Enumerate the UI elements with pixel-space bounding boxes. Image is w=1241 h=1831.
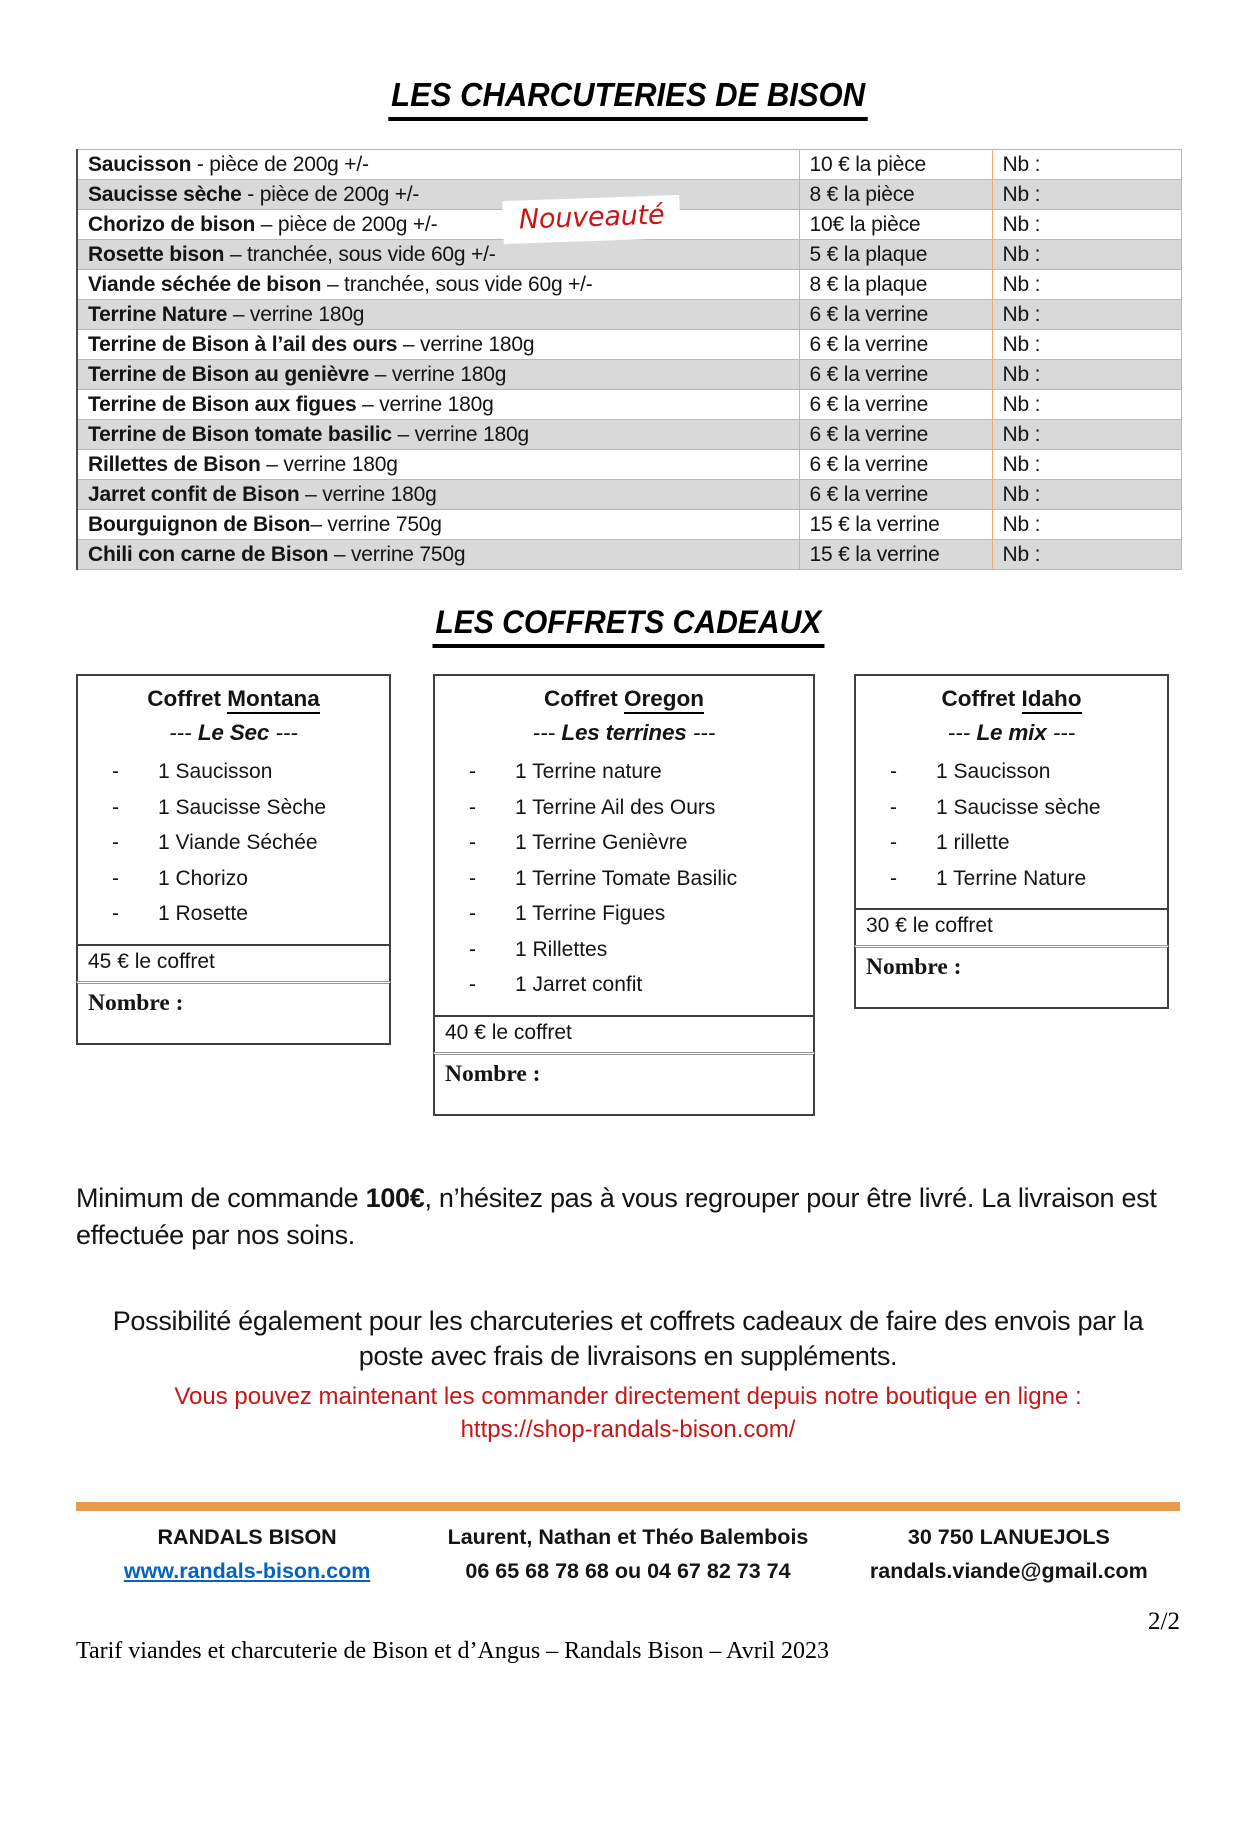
product-cell <box>77 540 799 570</box>
shop-url-link[interactable]: https://shop-randals-bison.com/ <box>460 1416 796 1443</box>
item-dash: - <box>469 902 476 925</box>
item-text: 1 Terrine Tomate Basilic <box>515 866 738 890</box>
tarif-page <box>0 76 1241 1665</box>
price-cell: 15 € la verrine <box>799 510 992 540</box>
nb-cell: Nb : <box>992 210 1181 240</box>
coffret-item <box>856 754 1167 790</box>
item-dash: - <box>469 973 476 996</box>
coffret-subtitle: --- Le Sec --- <box>169 720 298 745</box>
product-name: Chili con carne de Bison <box>88 542 329 566</box>
product-desc: – verrine 180g <box>356 392 494 416</box>
coffret-item <box>78 790 389 826</box>
item-dash: - <box>890 831 897 854</box>
item-dash: - <box>112 831 119 854</box>
product-desc: – verrine 180g <box>369 362 507 386</box>
coffret-item-list <box>435 754 813 1003</box>
coffret-box-idaho <box>854 674 1169 1009</box>
item-text: 1 Jarret confit <box>515 973 643 996</box>
product-desc: – pièce de 200g +/- <box>255 212 438 236</box>
document-footnote: Tarif viandes et charcuterie de Bison et d’Angus – Randals Bison – Avril 2023 <box>76 1638 830 1664</box>
product-cell <box>77 480 799 510</box>
item-dash: - <box>112 795 119 819</box>
product-cell <box>77 270 799 300</box>
product-cell <box>77 300 799 330</box>
nb-cell: Nb : <box>992 270 1181 300</box>
table-row <box>77 150 1181 180</box>
coffret-item <box>435 790 813 826</box>
item-text: 1 Saucisson <box>158 760 273 783</box>
minimum-note-suffix: , n’hésitez pas à vous regrouper pour être livré. La livraison est effectuée par nos soins. <box>76 1183 1157 1250</box>
charcuteries-table <box>76 149 1182 570</box>
coffret-item <box>435 861 813 897</box>
charcuteries-title-text: LES CHARCUTERIES DE BISON <box>388 76 868 121</box>
nb-cell: Nb : <box>992 300 1181 330</box>
coffret-item <box>856 861 1167 897</box>
item-text: 1 Terrine Nature <box>936 866 1087 890</box>
nb-cell: Nb : <box>992 390 1181 420</box>
price-cell: 6 € la verrine <box>799 360 992 390</box>
table-row <box>77 360 1181 390</box>
product-name: Terrine Nature <box>88 302 228 326</box>
postal-city: 30 750 LANUEJOLS <box>907 1525 1110 1549</box>
table-row <box>77 480 1181 510</box>
item-dash: - <box>469 795 476 819</box>
coffret-subtitle: --- Les terrines --- <box>532 720 716 745</box>
coffret-variety: Montana <box>227 686 320 714</box>
nb-cell: Nb : <box>992 450 1181 480</box>
product-name: Saucisson <box>88 152 192 176</box>
product-name: Terrine de Bison au genièvre <box>88 362 370 386</box>
coffret-item <box>435 896 813 932</box>
item-text: 1 Saucisse sèche <box>936 795 1101 819</box>
coffret-item <box>78 861 389 897</box>
table-row <box>77 450 1181 480</box>
price-cell: 6 € la verrine <box>799 300 992 330</box>
nb-cell: Nb : <box>992 180 1181 210</box>
product-desc: – tranchée, sous vide 60g +/- <box>321 272 593 296</box>
boutique-note: Vous pouvez maintenant les commander directement depuis notre boutique en ligne : <box>174 1383 1082 1410</box>
product-cell <box>77 240 799 270</box>
product-cell <box>77 390 799 420</box>
item-text: 1 Terrine Ail des Ours <box>515 795 716 819</box>
table-row <box>77 300 1181 330</box>
coffret-name: Coffret Oregon <box>435 686 813 712</box>
table-row <box>77 330 1181 360</box>
table-row <box>77 420 1181 450</box>
product-name: Terrine de Bison aux figues <box>88 392 357 416</box>
item-dash: - <box>112 760 119 783</box>
footer-col-address <box>838 1520 1180 1588</box>
coffret-item <box>78 754 389 790</box>
product-desc: – verrine 180g <box>391 422 529 446</box>
minimum-note <box>76 1180 1180 1254</box>
footer-rule <box>76 1502 1180 1511</box>
coffret-item <box>856 790 1167 826</box>
price-cell: 8 € la pièce <box>799 180 992 210</box>
product-desc: - pièce de 200g +/- <box>191 152 369 176</box>
price-cell: 6 € la verrine <box>799 450 992 480</box>
footer-col-contact <box>418 1520 838 1588</box>
charcuterie-table-body <box>77 150 1181 570</box>
table-row <box>77 210 1181 240</box>
coffret-item <box>435 967 813 1003</box>
table-row <box>77 240 1181 270</box>
coffret-box-main <box>854 674 1169 910</box>
item-text: 1 Viande Séchée <box>158 831 318 854</box>
price-cell: 5 € la plaque <box>799 240 992 270</box>
product-name: Terrine de Bison à l’ail des ours <box>88 332 398 356</box>
product-cell <box>77 450 799 480</box>
item-dash: - <box>890 760 897 783</box>
coffret-item <box>435 754 813 790</box>
table-row <box>77 390 1181 420</box>
product-cell <box>77 420 799 450</box>
product-cell <box>77 510 799 540</box>
coffret-item <box>435 825 813 861</box>
item-dash: - <box>890 866 897 890</box>
coffret-name: Coffret Idaho <box>856 686 1167 712</box>
coffret-quantity-label: Nombre : <box>854 945 1169 1009</box>
product-desc: – verrine 180g <box>299 482 437 506</box>
item-dash: - <box>469 866 476 890</box>
nb-cell: Nb : <box>992 420 1181 450</box>
coffret-variety: Oregon <box>624 686 704 714</box>
item-text: 1 Terrine Figues <box>515 902 666 925</box>
coffret-box-main <box>433 674 815 1017</box>
nb-cell: Nb : <box>992 510 1181 540</box>
coffret-quantity-label: Nombre : <box>76 981 391 1045</box>
nb-cell: Nb : <box>992 240 1181 270</box>
coffret-subtitle: --- Le mix --- <box>947 720 1076 745</box>
price-cell: 8 € la plaque <box>799 270 992 300</box>
table-row <box>77 510 1181 540</box>
product-desc: – verrine 180g <box>227 302 365 326</box>
product-desc: – verrine 180g <box>397 332 535 356</box>
product-name: Viande séchée de bison <box>88 272 322 296</box>
product-name: Terrine de Bison tomate basilic <box>88 422 392 446</box>
table-row <box>77 270 1181 300</box>
poste-note: Possibilité également pour les charcuteries et coffrets cadeaux de faire des envois par la poste avec frais de livraisons en suppléments. <box>112 1306 1144 1371</box>
product-desc: – tranchée, sous vide 60g +/- <box>224 242 496 266</box>
coffret-item <box>78 896 389 932</box>
product-name: Jarret confit de Bison <box>88 482 300 506</box>
coffrets-title <box>76 604 1180 648</box>
page-number: 2/2 <box>1148 1608 1180 1635</box>
company-name: RANDALS BISON <box>157 1525 337 1549</box>
product-name: Rosette bison <box>88 242 225 266</box>
website-link[interactable]: www.randals-bison.com <box>123 1559 371 1583</box>
item-dash: - <box>469 760 476 783</box>
coffret-item <box>856 825 1167 861</box>
product-name: Bourguignon de Bison <box>88 512 311 536</box>
price-cell: 15 € la verrine <box>799 540 992 570</box>
product-desc: - pièce de 200g +/- <box>241 182 420 206</box>
item-text: 1 Saucisse Sèche <box>158 795 327 819</box>
product-cell <box>77 360 799 390</box>
item-dash: - <box>890 795 897 819</box>
footer-col-company <box>76 1520 418 1588</box>
product-desc: – verrine 750g <box>328 542 466 566</box>
coffret-price: 40 € le coffret <box>433 1015 815 1054</box>
price-cell: 6 € la verrine <box>799 480 992 510</box>
nouveaute-badge: Nouveauté <box>502 195 681 244</box>
nb-cell: Nb : <box>992 150 1181 180</box>
coffret-quantity-label: Nombre : <box>433 1052 815 1116</box>
contact-names: Laurent, Nathan et Théo Balembois <box>447 1525 809 1549</box>
coffret-item <box>78 825 389 861</box>
coffret-box-main <box>76 674 391 946</box>
product-cell <box>77 150 799 180</box>
coffret-item-list <box>78 754 389 932</box>
coffret-box-oregon <box>433 674 815 1116</box>
item-text: 1 Saucisson <box>936 760 1051 783</box>
coffrets-title-text: LES COFFRETS CADEAUX <box>432 604 824 648</box>
coffret-variety: Idaho <box>1022 686 1082 714</box>
minimum-note-prefix: Minimum de commande <box>76 1183 366 1213</box>
price-cell: 6 € la verrine <box>799 390 992 420</box>
nb-cell: Nb : <box>992 540 1181 570</box>
coffret-name: Coffret Montana <box>78 686 389 712</box>
price-cell: 10 € la pièce <box>799 150 992 180</box>
price-cell: 10€ la pièce <box>799 210 992 240</box>
coffret-item <box>435 932 813 968</box>
coffret-box-montana <box>76 674 391 1045</box>
item-text: 1 Terrine Genièvre <box>515 831 688 854</box>
product-desc: – verrine 180g <box>260 452 398 476</box>
boutique-url-line <box>76 1416 1180 1444</box>
item-dash: - <box>469 937 476 961</box>
item-dash: - <box>112 902 119 925</box>
coffret-price: 45 € le coffret <box>76 944 391 983</box>
item-text: 1 rillette <box>936 831 1010 854</box>
product-desc: – verrine 750g <box>310 512 442 536</box>
item-dash: - <box>469 831 476 854</box>
item-dash: - <box>112 866 119 890</box>
price-cell: 6 € la verrine <box>799 330 992 360</box>
item-text: 1 Terrine nature <box>515 760 662 783</box>
product-cell <box>77 330 799 360</box>
nb-cell: Nb : <box>992 480 1181 510</box>
product-cell <box>77 199 799 240</box>
product-cell <box>77 180 799 210</box>
footer-contact-block <box>76 1520 1180 1588</box>
table-row <box>77 540 1181 570</box>
coffret-item-list <box>856 754 1167 896</box>
item-text: 1 Rillettes <box>515 937 608 961</box>
item-text: 1 Rosette <box>158 902 248 925</box>
minimum-amount: 100€ <box>365 1183 425 1213</box>
price-cell: 6 € la verrine <box>799 420 992 450</box>
nb-cell: Nb : <box>992 360 1181 390</box>
product-name: Rillettes de Bison <box>88 452 261 476</box>
nb-cell: Nb : <box>992 330 1181 360</box>
coffrets-row <box>76 648 1180 1110</box>
product-name: Saucisse sèche <box>88 182 242 206</box>
product-name: Chorizo de bison <box>88 212 256 236</box>
email-address: randals.viande@gmail.com <box>869 1559 1148 1583</box>
item-text: 1 Chorizo <box>158 866 248 890</box>
coffret-price: 30 € le coffret <box>854 908 1169 947</box>
phone-numbers: 06 65 68 78 68 ou 04 67 82 73 74 <box>465 1559 791 1583</box>
charcuteries-title <box>76 76 1180 121</box>
